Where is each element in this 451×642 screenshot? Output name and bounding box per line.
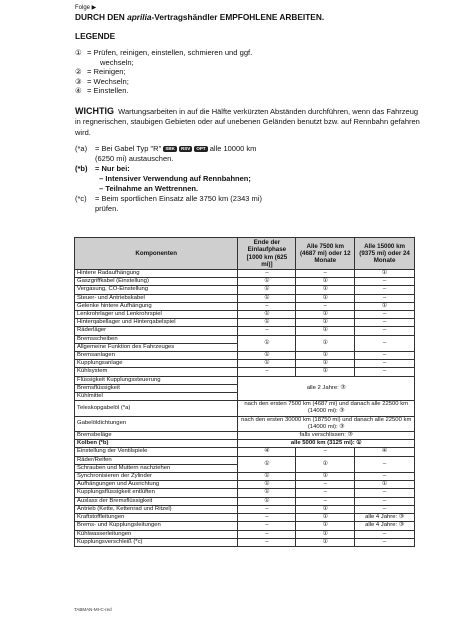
- model-badge-sbk: SBK: [165, 145, 175, 151]
- table-row: Bremsscheiben ① ① –: [75, 335, 415, 343]
- table-row: Auslass der Bremsflüssigkeit ① – –: [75, 497, 415, 505]
- brand-name: aprilia: [127, 12, 152, 22]
- footnotes: (*a) = Bei Gabel Typ "R" SBK RSV OPT alle 10000 km (6250 mi) austauschen. (*b) = Nur bei: – Intensiver Verwendung auf Rennbahnen; – Teilnahme an Wettrennen. (*c) = Beim sportlichen Einsatz alle 3750 km (2343 mi) prüfen.: [75, 143, 262, 214]
- page-title: DURCH DEN aprilia-Vertragshändler EMPFOHLENE ARBEITEN.: [75, 12, 325, 22]
- table-row: Gaszgriffkabel (Einstellung) ① ① –: [75, 278, 415, 286]
- table-row: Brems- und Kupplungsleitungen – ① alle 4 Jahre: ③: [75, 522, 415, 530]
- table-row: Bremsbeläge falls verschlissen: ③: [75, 432, 415, 440]
- table-row: Räder/Reifen ① ① –: [75, 456, 415, 464]
- table-row: Kolben (*b) alle 5000 km (3125 mi): ①: [75, 440, 415, 448]
- table-row: Kühlmittel: [75, 393, 415, 401]
- col-15000km: Alle 15000 km (9375 mi) oder 24 Monate: [355, 238, 415, 270]
- legend-item: ④ = Einstellen.: [75, 86, 129, 96]
- table-row: Flüssigkeit Kupplungssteuerung alle 2 Jahre: ③: [75, 376, 415, 384]
- col-7500km: Alle 7500 km (4687 mi) oder 12 Monate: [296, 238, 355, 270]
- model-badge-rsv: RSV: [180, 145, 191, 151]
- table-row: Kupplungsflüssigkeit entlüften ① – –: [75, 489, 415, 497]
- table-row: Kraftstoffleitungen – ① alle 4 Jahre: ③: [75, 514, 415, 522]
- table-row: Bremsanlagen ① ① –: [75, 352, 415, 360]
- model-badge-opt: OPT: [196, 145, 206, 151]
- table-row: Hintere Radaufhängung – – ①: [75, 270, 415, 278]
- table-row: Räderläger – ① –: [75, 327, 415, 335]
- table-row: Synchronisieren der Zylinder ① ① –: [75, 473, 415, 481]
- table-row: Lenkrohrlager und Lenkrohrspiel ① ① –: [75, 311, 415, 319]
- legend-item: ① = Prüfen, reinigen, einstellen, schmieren und ggf.: [75, 48, 253, 57]
- table-row: Gelenke hintere Aufhängung – – ①: [75, 302, 415, 310]
- page-header: [75, 4, 420, 215]
- table-row: Kühlwasserleitungen – ① –: [75, 530, 415, 538]
- table-row: Vergasung, CO-Einstellung ① ① –: [75, 286, 415, 294]
- table-row: Hinterqabellager und Hinterqabelspiel ① ① –: [75, 319, 415, 327]
- table-row: Gabelöldichtungen nach den ersten 30000 km (18750 mi) und danach alle 22500 km (14000 mi): ③: [75, 416, 415, 431]
- table-row: Teleskopgabelöl (*a) nach den ersten 7500 km (4687 mi) und danach alle 22500 km (14000 mi): ③: [75, 401, 415, 416]
- table-row: Kühlsystem – ① –: [75, 368, 415, 376]
- maintenance-table: [74, 237, 415, 547]
- table-row: Kupplungsanlage ① ① –: [75, 360, 415, 368]
- table-row: Steuer- und Antriebskabel ① ① –: [75, 294, 415, 302]
- important-note: WICHTIG Wartungsarbeiten in auf die Hälfte verkürzten Abständen durchführen, wenn das Fahrzeug in regnerischen, staubigen Gebieten oder auf unebenen Geländen benutzt bzw. auf Rennbahn gefahren wird.: [75, 105, 420, 137]
- table-row: Antrieb (Kette, Kettenrad und Ritzel) – ① –: [75, 505, 415, 513]
- continuation-label: Folge ▶: [75, 5, 97, 11]
- important-label: WICHTIG: [75, 105, 114, 116]
- legend-heading: LEGENDE: [75, 31, 116, 41]
- legend-item: ③ = Wechseln;: [75, 76, 129, 86]
- document-code: TABMAN-MI-C-red: [74, 607, 112, 612]
- table-row: Kupplungsverschleiß (*c) – ① –: [75, 538, 415, 546]
- col-components: Komponenten: [75, 238, 238, 270]
- legend-item: ② = Reinigen;: [75, 67, 126, 77]
- table-row: Allgemeine Funktion des Fahrzeuges: [75, 343, 415, 351]
- table-row: Schrauben und Muttern nachziehen: [75, 464, 415, 472]
- col-break-in: Ende der Einlaufphase [1000 km (625 mi)]: [238, 238, 296, 270]
- table-header-row: [75, 238, 415, 270]
- table-row: Aufhängungen und Ausrichtung ① – ①: [75, 481, 415, 489]
- table-row: Einstellung der Ventilspiele ④ – ④: [75, 448, 415, 456]
- table-row: Bremsflüssigkeit: [75, 384, 415, 392]
- legend-list: [75, 48, 420, 96]
- legend-item-continuation: wechseln;: [100, 57, 134, 67]
